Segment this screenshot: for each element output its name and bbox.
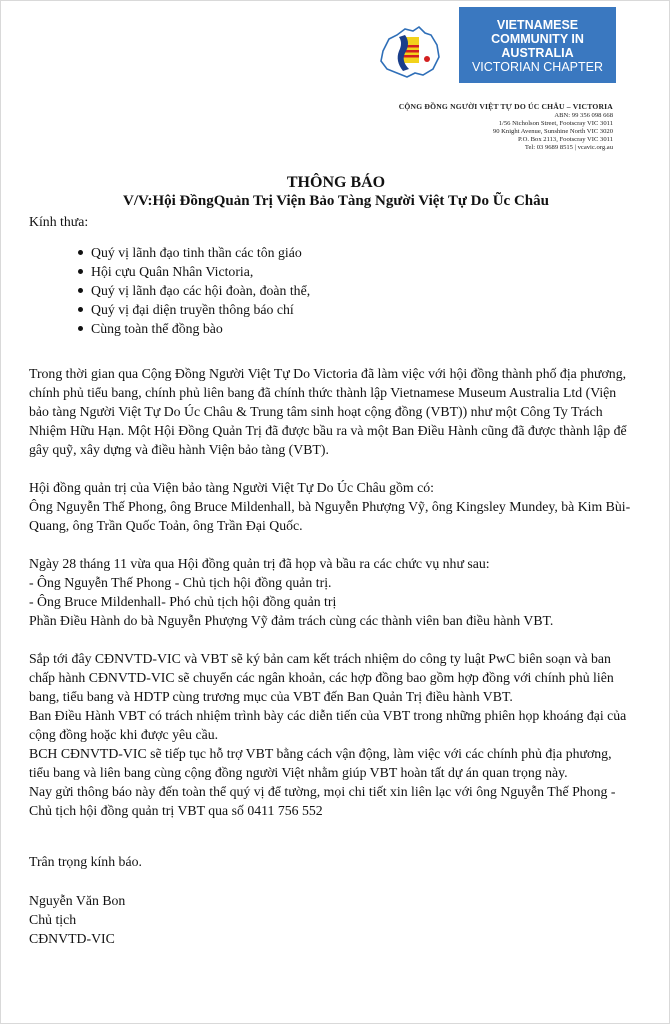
paragraph: - Ông Bruce Mildenhall- Phó chủ tịch hội đồng quản trị (29, 594, 337, 609)
list-item: Hội cựu Quân Nhân Victoria, (29, 262, 635, 281)
salutation: Kính thưa: (29, 214, 89, 229)
letter-subject: V/V:Hội ĐồngQuản Trị Viện Bảo Tàng Người Việt Tự Do Ũc Châu (123, 193, 549, 209)
map-flag-emblem-icon (375, 25, 443, 83)
list-item: Quý vị lãnh đạo các hội đoàn, đoàn thể, (29, 281, 635, 300)
abn: ABN: 99 356 098 668 (554, 112, 613, 120)
recipient-list (29, 243, 635, 338)
letter-title: THÔNG BÁO (286, 174, 386, 191)
paragraph: BCH CĐNVTD-VIC sẽ tiếp tục hỗ trợ VBT bằng cách vận động, làm việc với các chính phủ địa phương, tiểu bang và liên bang cùng cộng đồng người Việt nhằm giúp VBT hoàn tất dự án quan trọng này. (29, 746, 612, 780)
paragraph: Trong thời gian qua Cộng Đồng Người Việt Tự Do Victoria đã làm việc với hội đồng thành phố địa phương, chính phủ tiểu bang, chính phủ liên bang đã chính thức thành lập Vietnamese Museum Australia Ltd (Viện bảo tàng Người Việt Tự Do Úc Châu & Trung tâm sinh hoạt cộng đồng (VBT)) như một Công Ty Trách Nhiệm Hữu Hạn. Một Hội Đồng Quản Trị đã được bầu ra và một Ban Điều Hành cũng đã được thành lập để gây quỹ, xây dựng và điều hành Viện bảo tàng (VBT). (29, 366, 627, 457)
paragraph: Ngày 28 tháng 11 vừa qua Hội đồng quản trị đã họp và bầu ra các chức vụ như sau: (29, 556, 490, 571)
letter-body (29, 212, 635, 948)
org-name: CỘNG ĐỒNG NGƯỜI VIỆT TỰ DO ÚC CHÂU – VICTORIA (398, 102, 613, 111)
letterhead-address (399, 103, 613, 153)
signer-title: Chủ tịch (29, 912, 77, 927)
list-item: Quý vị lãnh đạo tinh thần các tôn giáo (29, 243, 635, 262)
paragraph: Hội đồng quản trị của Viện bảo tàng Người Việt Tự Do Úc Châu gồm có: (29, 480, 434, 495)
paragraph: Ông Nguyễn Thế Phong, ông Bruce Mildenhall, bà Nguyễn Phượng Vỹ, ông Kingsley Mundey, bà Kim Bùi-Quang, ông Trần Quốc Toản, ông Trần Đại Quốc. (29, 499, 631, 533)
address-line: 1/56 Nicholson Street, Footscray VIC 3011 (498, 120, 613, 128)
paragraph: Ban Điều Hành VBT có trách nhiệm trình bày các diễn tiến của VBT trong những phiên họp khoáng đại của cộng đồng hoặc khi được yêu cầu. (29, 708, 627, 742)
signer-name: Nguyễn Văn Bon (29, 893, 126, 908)
organization-logo (459, 7, 616, 83)
address-line: 90 Knight Avenue, Sunshine North VIC 3020 (492, 128, 613, 136)
logo-line: VICTORIAN CHAPTER (471, 59, 604, 74)
logo-line: COMMUNITY IN (491, 31, 584, 46)
paragraph: Sắp tới đây CĐNVTD-VIC và VBT sẽ ký bản cam kết trách nhiệm do công ty luật PwC biên soạn và ban chấp hành CĐNVTD-VIC sẽ chuyển các ngân khoản, các hợp đồng bao gồm hợp đồng với chính phủ liên bang, tiểu bang và HDTP cùng trương mục của VBT đến Ban Quản Trị điều hành VBT. (29, 651, 614, 704)
signer-org: CĐNVTD-VIC (29, 931, 115, 946)
paragraph: Nay gửi thông báo này đến toàn thể quý vị để tường, mọi chi tiết xin liên lạc với ông Nguyễn Thế Phong - Chủ tịch hội đồng quản trị VBT qua số 0411 756 552 (29, 784, 616, 818)
paragraph: - Ông Nguyễn Thế Phong - Chủ tịch hội đồng quản trị. (29, 575, 332, 590)
list-item: Quý vị đại diện truyền thông báo chí (29, 300, 635, 319)
closing: Trân trọng kính báo. (29, 854, 142, 869)
list-item: Cùng toàn thể đồng bào (29, 319, 635, 338)
po-box: P.O. Box 2113, Footscray VIC 3011 (517, 136, 613, 144)
logo-line: VIETNAMESE (496, 17, 579, 32)
logo-line: AUSTRALIA (501, 45, 574, 60)
paragraph: Phần Điều Hành do bà Nguyễn Phượng Vỹ đảm trách cùng các thành viên ban điều hành VBT. (29, 613, 554, 628)
contact-line: Tel: 03 9689 8515 | vcavic.org.au (524, 144, 613, 152)
